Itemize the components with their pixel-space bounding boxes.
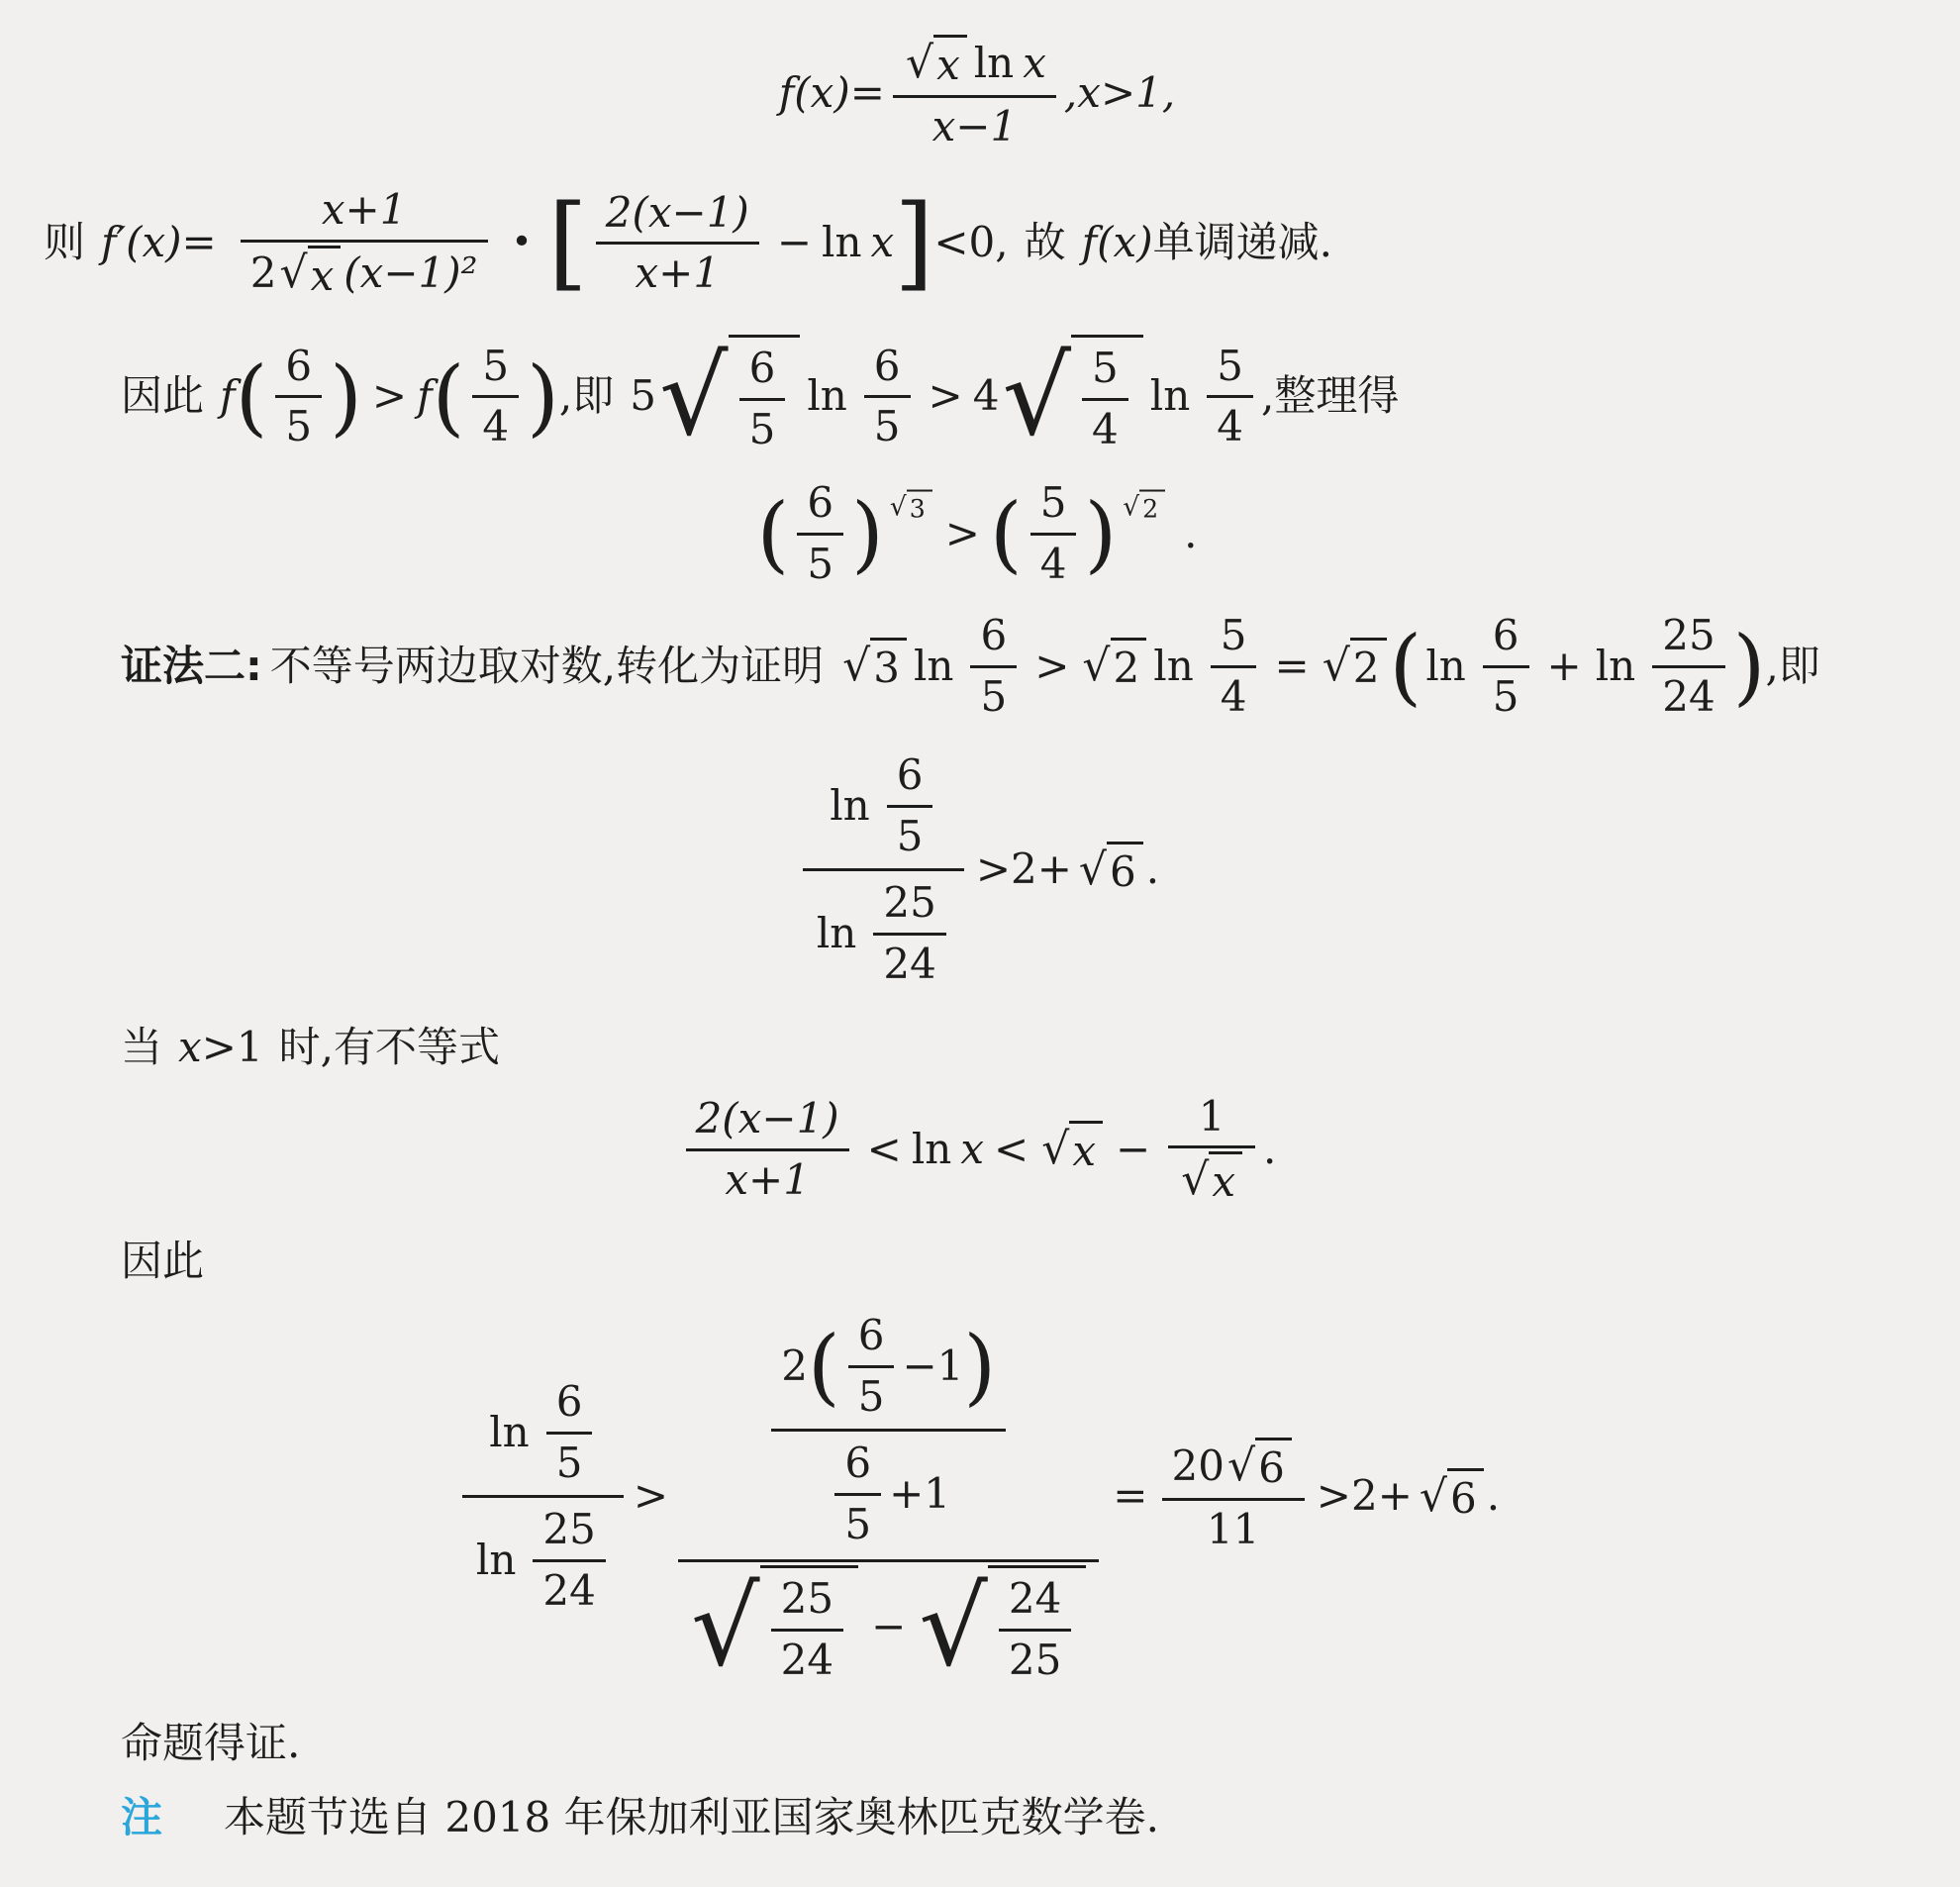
fraction-denominator (1207, 398, 1253, 456)
math-token: x (1212, 1157, 1236, 1206)
math-token: x (178, 1023, 202, 1071)
square-root (1420, 1468, 1484, 1526)
math-token: <0, (933, 218, 1009, 267)
sqrt-radicand (308, 246, 342, 303)
left-paren: ( (432, 348, 465, 446)
fraction-denominator (848, 1368, 895, 1427)
math-token: ln (1153, 641, 1194, 690)
fraction-denominator (678, 1562, 1099, 1692)
math-token: 6 (555, 1377, 583, 1426)
sqrt-radicand (988, 1565, 1086, 1689)
math-token: ln (914, 641, 954, 690)
math-token: x+1 (321, 185, 407, 234)
fraction-numerator (893, 32, 1056, 98)
math-token: >1 (201, 1023, 263, 1071)
fraction-denominator (1162, 1501, 1305, 1559)
fraction (893, 32, 1056, 155)
math-token: ln (475, 1535, 517, 1584)
math-token: 6 (873, 341, 901, 390)
math-token: (x−1)² (343, 248, 478, 297)
fraction (533, 1501, 605, 1620)
fraction-numerator (873, 874, 945, 936)
radical-icon: √ (919, 1563, 988, 1690)
radical-icon: √ (905, 37, 934, 88)
math-token: −1 (902, 1341, 964, 1390)
math-token: 25 (780, 1574, 834, 1623)
math-operator: >2+ (1316, 1471, 1413, 1521)
fraction-denominator (1211, 668, 1257, 727)
math-token: 6 (844, 1439, 872, 1487)
note-line (44, 1792, 1911, 1844)
math-token: 20 (1171, 1440, 1225, 1490)
fraction-numerator (1483, 607, 1529, 668)
text-when-x-gt-1 (44, 1022, 1911, 1074)
fraction-numerator (771, 1570, 843, 1632)
right-paren: ) (330, 348, 362, 446)
square-root (691, 1565, 858, 1689)
math-token: 25 (542, 1505, 596, 1553)
fraction-numerator (546, 1373, 593, 1435)
math-token: ln (1425, 641, 1466, 690)
fraction-numerator (1211, 607, 1257, 668)
math-operator: >2+ (975, 844, 1072, 894)
math-token: 2 (1352, 644, 1380, 693)
sqrt-radicand (933, 35, 967, 92)
fraction (1211, 607, 1257, 726)
fraction-denominator (864, 398, 911, 456)
math-token: 2(x−1) (605, 187, 749, 237)
math-token: 5 (1217, 341, 1243, 390)
math-token: 5 (1092, 344, 1119, 392)
square-root (1323, 638, 1387, 695)
math-token: 3 (909, 494, 926, 524)
fraction (1082, 340, 1128, 458)
square-root (1079, 842, 1143, 899)
math-token: 4 (1217, 402, 1243, 450)
math-token: . (1486, 1471, 1501, 1521)
sqrt-radicand (1255, 1438, 1292, 1495)
math-token: x (870, 218, 895, 267)
proof-label: 证法二: (121, 641, 262, 690)
math-token: 4 (482, 402, 510, 450)
sqrt-radicand (1350, 638, 1387, 695)
cjk-text: 命题得证. (121, 1719, 301, 1767)
math-token: ln (911, 1124, 952, 1173)
radical-icon: √ (1226, 1440, 1256, 1491)
formula-ln-bounds (44, 1088, 1911, 1212)
fraction (1652, 607, 1724, 726)
exponent (887, 490, 935, 525)
fraction (275, 338, 322, 456)
math-operator: > (1034, 641, 1070, 690)
math-token: f′(x)= (101, 218, 217, 267)
fraction-numerator (462, 1370, 624, 1498)
fraction-denominator (834, 1496, 881, 1554)
fraction-denominator (686, 1151, 849, 1210)
math-token: 6 (1492, 611, 1519, 659)
math-token: 2(x−1) (695, 1094, 839, 1142)
math-operator: − (1116, 1124, 1151, 1173)
sqrt-radicand (1209, 1151, 1242, 1209)
fraction (771, 1570, 843, 1689)
math-token: 24 (883, 939, 936, 988)
math-token: 5 (857, 1371, 885, 1421)
math-token: . (1145, 844, 1160, 894)
math-token: 4 (1039, 539, 1067, 588)
math-token: ln (1149, 371, 1191, 421)
fraction-numerator (686, 1090, 849, 1151)
cjk-text: 当 (121, 1023, 163, 1071)
sqrt-radicand (1107, 842, 1143, 899)
math-token: x+1 (725, 1154, 810, 1204)
math-token: 5 (807, 539, 834, 588)
math-token: 5 (285, 402, 313, 450)
square-root (1082, 638, 1146, 695)
math-token: ln (816, 908, 857, 957)
cjk-text: 因此 (121, 371, 205, 421)
right-paren: ) (527, 348, 559, 446)
multiplication-dot: • (511, 222, 533, 263)
square-root (919, 1565, 1086, 1689)
radical-icon: √ (1082, 641, 1111, 692)
radical-icon: √ (691, 1563, 760, 1690)
math-token: 2 (781, 1341, 808, 1390)
math-token: x+1 (635, 248, 721, 297)
math-token: 5 (1220, 611, 1247, 659)
math-token: 6 (1258, 1443, 1285, 1492)
math-operator: > (928, 371, 963, 421)
math-token: 25 (883, 878, 936, 927)
fraction-denominator (462, 1498, 624, 1623)
fraction-numerator (1030, 474, 1077, 536)
left-paren: ( (807, 1318, 840, 1415)
right-paren: ) (851, 485, 884, 582)
fraction-numerator (771, 1304, 1006, 1432)
exponent (1120, 490, 1168, 525)
right-paren: ) (1084, 485, 1118, 582)
right-bracket: ] (894, 183, 934, 303)
math-token: 6 (748, 344, 776, 392)
math-operator: + (1546, 641, 1582, 690)
math-token: f(x)= (778, 68, 885, 118)
left-paren: ( (989, 485, 1023, 582)
math-operator: > (944, 508, 980, 557)
math-token: . (1184, 508, 1198, 557)
math-token: 5 (1039, 478, 1067, 527)
fraction (1168, 1088, 1255, 1212)
formula-log-ratio (44, 744, 1911, 996)
sqrt-radicand (1071, 335, 1143, 458)
radical-icon: √ (1002, 333, 1072, 459)
fraction-numerator (834, 1435, 881, 1496)
math-token: ln (489, 1407, 530, 1456)
fraction (686, 1090, 849, 1209)
fraction-denominator (596, 245, 759, 303)
math-token: 5 (873, 402, 901, 450)
fraction-numerator (678, 1301, 1099, 1562)
fraction-denominator (771, 1632, 843, 1690)
radical-icon: √ (279, 248, 308, 299)
fraction (546, 1373, 593, 1492)
fraction-denominator (472, 398, 519, 456)
math-token: 24 (780, 1635, 834, 1684)
math-token: 4 (1092, 404, 1119, 453)
fraction (678, 1301, 1099, 1692)
math-token: ln (973, 38, 1015, 87)
fraction (834, 1435, 881, 1553)
math-token: 6 (1450, 1473, 1477, 1523)
formula-comparison-line (44, 335, 1911, 458)
math-operator: < (994, 1124, 1029, 1173)
sqrt-radicand (1069, 1121, 1103, 1178)
sqrt-radicand (729, 335, 801, 458)
fraction (864, 338, 911, 456)
radical-icon: √ (1041, 1124, 1070, 1175)
fraction (462, 1370, 624, 1623)
fraction-numerator (1652, 607, 1724, 668)
math-token: 1 (1198, 1091, 1225, 1141)
math-token: f (417, 371, 433, 421)
square-root (1123, 490, 1165, 525)
fraction-numerator (241, 181, 488, 243)
radical-icon: √ (1123, 491, 1140, 523)
fraction (1030, 474, 1077, 593)
cjk-text: ,即 (1765, 641, 1820, 690)
fraction-denominator (970, 668, 1017, 727)
fraction-numerator (797, 474, 843, 536)
square-root (1181, 1151, 1242, 1209)
fraction-numerator (275, 338, 322, 399)
fraction-numerator (1207, 338, 1253, 399)
radical-icon: √ (889, 491, 907, 523)
math-token: f(x) (1081, 218, 1153, 267)
sqrt-radicand (907, 490, 932, 525)
math-operator: = (1113, 1471, 1148, 1521)
square-root (1227, 1438, 1292, 1495)
formula-main-chain (44, 1301, 1911, 1692)
math-token: ln (807, 371, 847, 421)
math-operator: − (871, 1602, 907, 1651)
cjk-text: 因此 (121, 1236, 205, 1285)
square-root (1041, 1121, 1103, 1178)
math-token: x (936, 41, 960, 89)
fraction-denominator (533, 1562, 605, 1621)
fraction-numerator (1168, 1088, 1255, 1149)
math-token: 6 (857, 1311, 885, 1359)
math-operator: = (1274, 641, 1310, 690)
sqrt-radicand (870, 638, 907, 695)
fraction (873, 874, 945, 993)
math-token: 24 (1662, 671, 1715, 721)
cjk-text: 单调递减. (1152, 218, 1332, 267)
math-token: 5 (630, 371, 656, 421)
fraction-denominator (887, 808, 933, 866)
fraction-denominator (546, 1435, 593, 1493)
fraction-numerator (970, 607, 1017, 668)
radical-icon: √ (1419, 1470, 1448, 1522)
left-paren: ( (235, 348, 268, 446)
math-token: ln (830, 780, 870, 830)
fraction (803, 744, 964, 996)
math-token: +1 (889, 1468, 950, 1518)
fraction-denominator (1168, 1148, 1255, 1212)
fraction (797, 474, 843, 593)
math-token: x−1 (931, 101, 1018, 150)
fraction-numerator (848, 1307, 895, 1368)
math-token: ,x>1, (1063, 68, 1176, 118)
text-therefore (44, 1236, 1911, 1288)
fraction (472, 338, 519, 456)
math-token: x (310, 250, 335, 300)
fraction (771, 1304, 1006, 1556)
fraction-denominator (1652, 668, 1724, 727)
radical-icon: √ (1181, 1153, 1210, 1205)
fraction-numerator (596, 184, 759, 246)
math-operator: < (866, 1124, 902, 1173)
math-token: 25 (1662, 611, 1715, 659)
formula-fx-definition (44, 32, 1911, 155)
cjk-text: 时,有不等式 (278, 1023, 500, 1071)
fraction-numerator (472, 338, 519, 399)
fraction-denominator (771, 1432, 1006, 1556)
math-token: 25 (1008, 1635, 1062, 1684)
fraction-denominator (1483, 668, 1529, 727)
fraction (999, 1570, 1071, 1689)
math-token: 5 (1492, 671, 1519, 721)
math-token: 3 (873, 644, 900, 693)
note-label: 注 (121, 1792, 163, 1841)
radical-icon: √ (1322, 641, 1350, 692)
math-operator: > (371, 371, 408, 421)
fraction (848, 1307, 895, 1426)
fraction-denominator (275, 398, 322, 456)
fraction-denominator (739, 401, 786, 459)
fraction (241, 181, 488, 305)
math-token: 2 (1113, 644, 1140, 693)
formula-power-inequality (44, 474, 1911, 593)
cjk-text: 不等号两边取对数,转化为证明 (269, 641, 825, 690)
radical-icon: √ (659, 333, 729, 459)
math-token: 11 (1206, 1504, 1260, 1553)
sqrt-radicand (1447, 1468, 1484, 1526)
fraction-denominator (999, 1632, 1071, 1690)
fraction-numerator (533, 1501, 605, 1562)
math-token: ln (1595, 641, 1636, 690)
fraction (1483, 607, 1529, 726)
math-token: 24 (1008, 1574, 1062, 1623)
square-root (906, 35, 967, 92)
math-token: 5 (980, 671, 1008, 721)
fraction-denominator (241, 243, 488, 306)
fraction (970, 607, 1017, 726)
math-token: x (1023, 38, 1046, 87)
math-token: 5 (748, 404, 776, 453)
math-token: 4 (972, 371, 1000, 421)
math-token: 24 (542, 1565, 596, 1615)
math-token: 5 (555, 1438, 583, 1487)
math-token: 5 (844, 1499, 872, 1548)
fraction-numerator (864, 338, 911, 399)
math-token: 5 (896, 811, 924, 860)
square-root (842, 638, 907, 695)
math-token: 6 (1110, 846, 1136, 896)
fraction (1162, 1435, 1305, 1558)
left-bracket: [ (547, 183, 588, 303)
radical-icon: √ (1078, 844, 1108, 895)
square-root (890, 490, 932, 525)
left-paren: ( (756, 485, 790, 582)
fraction (739, 340, 786, 458)
math-token: f (220, 371, 236, 421)
math-token: . (1263, 1124, 1277, 1173)
sqrt-radicand (760, 1565, 858, 1689)
fraction-denominator (803, 871, 964, 996)
math-token: x (1072, 1127, 1097, 1176)
right-paren: ) (963, 1318, 997, 1415)
math-token: 6 (980, 611, 1008, 659)
fraction-numerator (887, 746, 933, 808)
fraction-numerator (803, 744, 964, 871)
fraction-numerator (999, 1570, 1071, 1632)
fraction-numerator (739, 340, 786, 401)
fraction-denominator (873, 936, 945, 994)
math-token: ln (822, 218, 862, 267)
fraction (1207, 338, 1253, 456)
radical-icon: √ (842, 641, 871, 692)
right-paren: ) (1732, 618, 1766, 715)
math-token: 2 (249, 248, 277, 297)
math-token: 2 (1142, 494, 1159, 524)
cjk-text: ,即 (558, 371, 615, 421)
fraction-numerator (1162, 1435, 1305, 1501)
sqrt-radicand (1111, 638, 1147, 695)
square-root (279, 246, 341, 303)
fraction-denominator (893, 98, 1056, 156)
fraction-numerator (1082, 340, 1128, 401)
square-root (659, 335, 800, 458)
fraction (596, 184, 759, 303)
square-root (1002, 335, 1142, 458)
math-operator: − (776, 218, 813, 267)
math-operator: > (633, 1471, 669, 1521)
cjk-text: 则 (44, 218, 86, 267)
fraction-denominator (797, 536, 843, 594)
fraction-denominator (1030, 536, 1077, 594)
note-text: 本题节选自 2018 年保加利亚国家奥林匹克数学卷. (224, 1792, 1159, 1841)
proof-method-2-line (44, 607, 1911, 726)
math-token: 6 (285, 341, 313, 390)
cjk-text: ,整理得 (1261, 371, 1400, 421)
text-qed (44, 1718, 1911, 1770)
fraction (887, 746, 933, 865)
formula-derivative-line (44, 181, 1911, 305)
math-token: x (960, 1124, 985, 1173)
left-paren: ( (1389, 618, 1422, 715)
cjk-text: 故 (1024, 218, 1066, 267)
math-token: 6 (896, 750, 924, 799)
math-token: 5 (482, 341, 510, 390)
sqrt-radicand (1139, 490, 1165, 525)
math-token: 6 (807, 478, 834, 527)
fraction-denominator (1082, 401, 1128, 459)
math-token: 4 (1220, 671, 1247, 721)
